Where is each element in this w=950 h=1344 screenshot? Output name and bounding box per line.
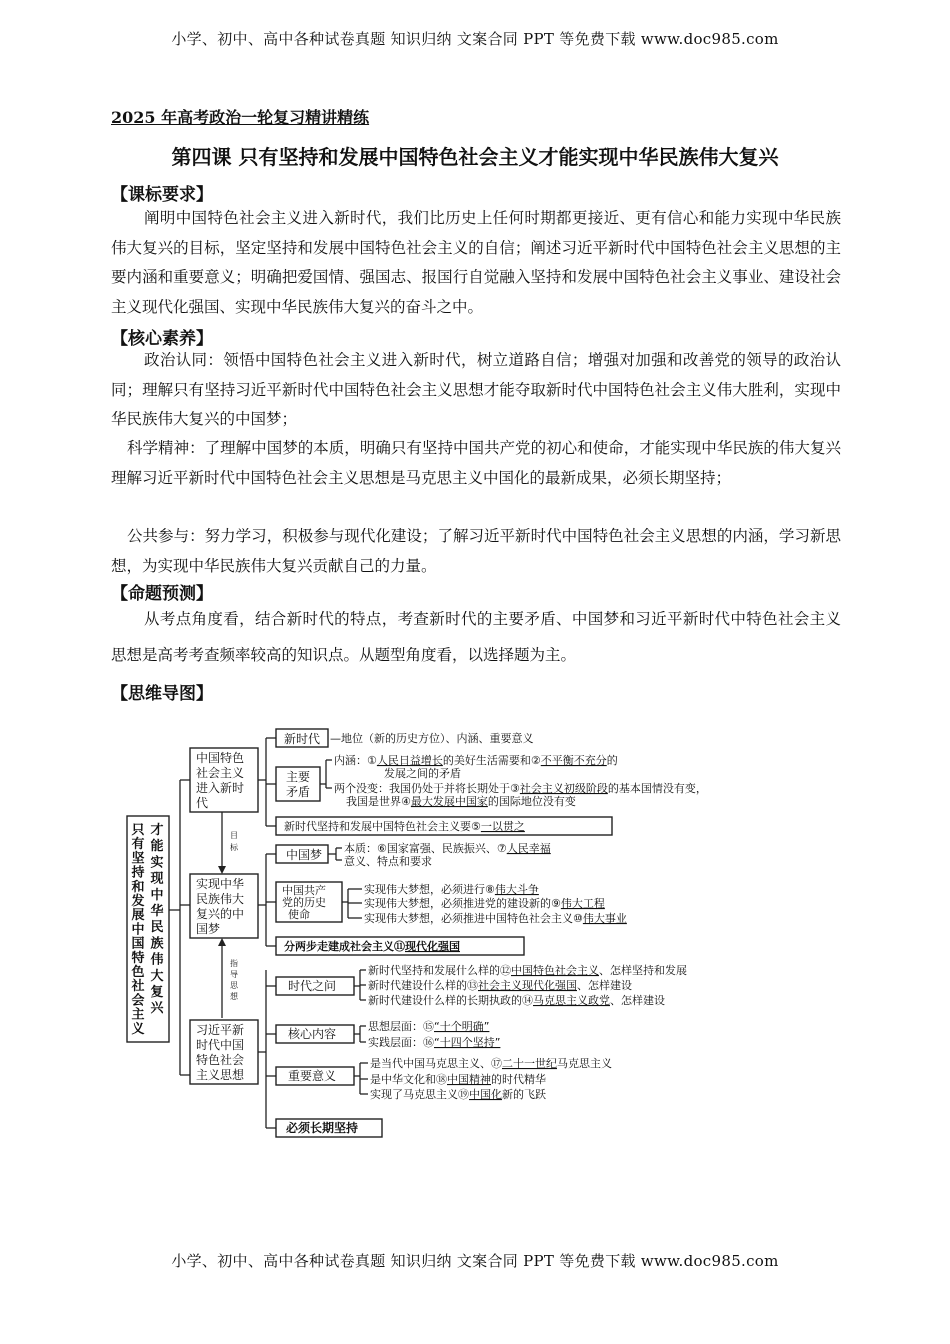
vertical-glyph: 和 bbox=[131, 879, 145, 895]
mm-cpc: 中国共产 党的历史 使命 bbox=[282, 884, 326, 921]
vertical-glyph: 实 bbox=[150, 855, 164, 871]
vertical-glyph: 展 bbox=[131, 908, 145, 924]
vertical-glyph: 会 bbox=[131, 993, 145, 1009]
mm-contra-line4: 我国是世界④最大发展中国家的国际地位没有变 bbox=[346, 795, 576, 808]
vertical-glyph: 族 bbox=[150, 936, 164, 952]
mm-era-line2: 新时代建设什么样的⑬社会主义现代化强国、怎样建设 bbox=[368, 979, 632, 992]
forecast-text: 从考点角度看，结合新时代的特点，考查新时代的主要矛盾、中国梦和习近平新时代中特色社会主义思想是高考考查频率较高的知识点。从题型角度看，以选择题为主。 bbox=[111, 610, 841, 664]
vertical-glyph: 发 bbox=[131, 894, 145, 909]
vertical-glyph: 能 bbox=[150, 839, 164, 855]
vertical-glyph: 复 bbox=[150, 985, 164, 1000]
vertical-glyph: 伟 bbox=[150, 952, 164, 968]
literacy-heading: 【核心素养】 bbox=[111, 329, 213, 349]
forecast-heading: 【命题预测】 bbox=[111, 584, 213, 604]
page-footer: 小学、初中、高中各种试卷真题 知识归纳 文案合同 PPT 等免费下载 www.doc985.com bbox=[171, 1252, 779, 1270]
literacy-participation: 公共参与：努力学习，积极参与现代化建设；了解习近平新时代中国特色社会主义思想的内涵，学习新思想，为实现中华民族伟大复兴贡献自己的力量。 bbox=[111, 527, 841, 575]
mm-cpc-line3: 实现伟大梦想，必须推进中国特色社会主义⑩伟大事业 bbox=[364, 912, 627, 925]
mm-core-line2: 实践层面：⑯“十四个坚持” bbox=[368, 1036, 501, 1049]
literacy-political: 政治认同：领悟中国特色社会主义进入新时代，树立道路自信；增强对加强和改善党的领导的政治认同；理解只有坚持习近平新时代中国特色社会主义思想才能夺取新时代中国特色社会主义伟大胜利，实现中华民族伟大复兴的中国梦； bbox=[111, 351, 841, 428]
vertical-glyph: 大 bbox=[150, 968, 164, 984]
vertical-glyph: 才 bbox=[150, 823, 164, 838]
vertical-glyph: 现 bbox=[150, 871, 164, 887]
mm-core: 核心内容 bbox=[288, 1027, 337, 1041]
course-title: 2025 年高考政治一轮复习精讲精练 bbox=[111, 108, 370, 127]
mm-sig-line1: 是当代中国马克思主义、⑰二十一世纪马克思主义 bbox=[370, 1057, 612, 1070]
vertical-glyph: 社 bbox=[131, 979, 145, 995]
vertical-glyph: 国 bbox=[131, 936, 145, 952]
vertical-glyph: 民 bbox=[150, 920, 164, 936]
vertical-glyph: 主 bbox=[131, 1007, 145, 1023]
mm-twostep: 分两步走建成社会主义⑪现代化强国 bbox=[284, 940, 460, 953]
vertical-glyph: 兴 bbox=[150, 1001, 164, 1017]
vertical-glyph: 特 bbox=[131, 950, 145, 966]
mm-sig-line3: 实现了马克思主义⑲中国化新的飞跃 bbox=[370, 1088, 546, 1101]
mm-cpc-line2: 实现伟大梦想，必须推进党的建设新的⑨伟大工程 bbox=[364, 897, 605, 910]
mm-branch3-title: 习近平新 时代中国 特色社会 主义思想 bbox=[196, 1023, 245, 1082]
mm-edge-goal: 目 标 bbox=[230, 831, 238, 852]
mm-era-line1: 新时代坚持和发展什么样的⑫中国特色社会主义、怎样坚持和发展 bbox=[368, 964, 687, 977]
page-header: 小学、初中、高中各种试卷真题 知识归纳 文案合同 PPT 等免费下载 www.doc985.com bbox=[171, 30, 779, 48]
mm-dream: 中国梦 bbox=[286, 848, 323, 862]
vertical-glyph: 持 bbox=[131, 865, 145, 881]
mm-era: 时代之问 bbox=[288, 979, 337, 993]
mm-contra: 主要 矛盾 bbox=[286, 770, 311, 799]
mm-dream-line1: 本质：⑥国家富强、民族振兴、⑦人民幸福 bbox=[344, 842, 551, 855]
mm-core-line1: 思想层面：⑮“十个明确” bbox=[368, 1020, 490, 1033]
mm-longterm: 必须长期坚持 bbox=[286, 1121, 359, 1135]
vertical-glyph: 义 bbox=[131, 1021, 145, 1037]
mm-dream-line2: 意义、特点和要求 bbox=[344, 855, 432, 868]
vertical-glyph: 华 bbox=[150, 904, 164, 919]
vertical-glyph: 只 bbox=[131, 823, 145, 838]
vertical-glyph: 中 bbox=[131, 922, 145, 938]
mm-contra-line1: 内涵：①人民日益增长的美好生活需要和②不平衡不充分的 bbox=[334, 754, 618, 767]
mm-branch1-title: 中国特色 社会主义 进入新时 代 bbox=[196, 751, 245, 810]
literacy-science: 科学精神：了理解中国梦的本质，明确只有坚持中国共产党的初心和使命，才能实现中华民族的伟大复兴理解习近平新时代中国特色社会主义思想是马克思主义中国化的最新成果，必须长期坚持； bbox=[111, 439, 841, 487]
mm-keypoint: 新时代坚持和发展中国特色社会主义要⑤一以贯之 bbox=[284, 820, 525, 833]
mm-newera-text: —地位（新的历史方位）、内涵、重要意义 bbox=[330, 732, 534, 745]
mm-root-col1 bbox=[130, 823, 144, 1037]
mm-branch2-title: 实现中华 民族伟大 复兴的中 国梦 bbox=[196, 877, 245, 936]
vertical-glyph: 有 bbox=[131, 837, 145, 853]
mm-contra-line3: 两个没变：我国仍处于并将长期处于③社会主义初级阶段的基本国情没有变， bbox=[334, 782, 707, 795]
vertical-glyph: 色 bbox=[131, 965, 145, 980]
mm-cpc-line1: 实现伟大梦想，必须进行⑧伟大斗争 bbox=[364, 883, 539, 896]
mindmap-heading: 【思维导图】 bbox=[111, 684, 213, 704]
mm-sig-line2: 是中华文化和⑱中国精神的时代精华 bbox=[370, 1073, 546, 1086]
mm-contra-line2: 发展之间的矛盾 bbox=[384, 767, 461, 780]
mm-edge-guide: 指 导 思 想 bbox=[230, 959, 238, 1001]
mm-sig: 重要意义 bbox=[288, 1069, 337, 1083]
standards-heading: 【课标要求】 bbox=[111, 185, 213, 205]
mm-newera: 新时代 bbox=[284, 732, 321, 746]
mm-era-line3: 新时代建设什么样的长期执政的⑭马克思主义政党、怎样建设 bbox=[368, 994, 665, 1007]
lesson-title: 第四课 只有坚持和发展中国特色社会主义才能实现中华民族伟大复兴 bbox=[171, 145, 779, 169]
vertical-glyph: 坚 bbox=[131, 851, 145, 867]
standards-text: 阐明中国特色社会主义进入新时代，我们比历史上任何时期都更接近、更有信心和能力实现中华民族伟大复兴的目标，坚定坚持和发展中国特色社会主义的自信；阐述习近平新时代中国特色社会主义思想的主要内涵和重要意义；明确把爱国情、强国志、报国行自觉融入坚持和发展中国特色社会主义事业、建设社会主义现代化强国、实现中华民族伟大复兴的奋斗之中。 bbox=[111, 209, 841, 316]
vertical-glyph: 中 bbox=[150, 887, 164, 903]
